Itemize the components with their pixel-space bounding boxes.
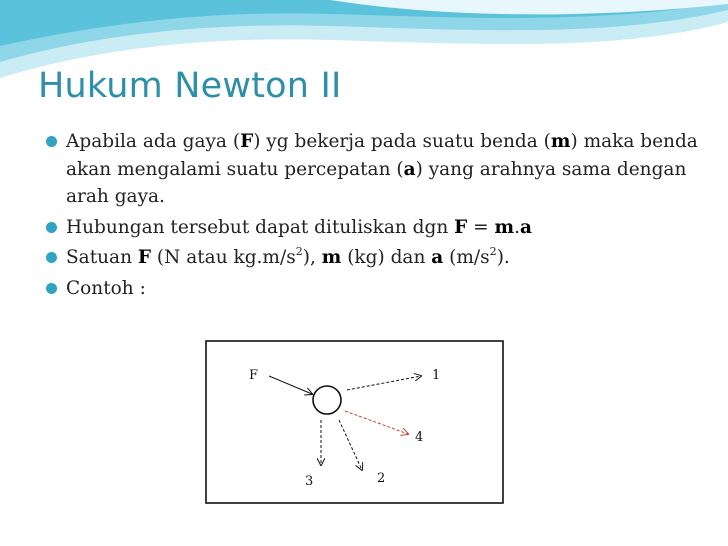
bold-symbol: a xyxy=(403,158,416,180)
bullet-dot-icon xyxy=(46,283,57,294)
force-diagram xyxy=(205,340,505,505)
bold-symbol: m xyxy=(494,216,515,238)
bullet-item xyxy=(46,214,706,242)
bullet-text: Apabila ada gaya ( xyxy=(66,131,241,152)
force-diagram-svg xyxy=(205,340,505,505)
superscript: 2 xyxy=(489,245,497,259)
bullet-text: Contoh : xyxy=(66,277,146,299)
bold-symbol: a xyxy=(520,216,533,238)
bullet-list xyxy=(46,128,706,305)
direction-label-4: 4 xyxy=(415,430,424,445)
bold-symbol: F xyxy=(454,216,468,238)
bullet-text: Hubungan tersebut dapat dituliskan dgn xyxy=(66,216,455,238)
mass-object xyxy=(313,386,341,414)
bullet-item xyxy=(46,128,706,211)
bold-symbol: F xyxy=(240,131,254,152)
bullet-text: (m/s xyxy=(443,247,490,268)
bullet-dot-icon xyxy=(46,252,57,263)
bullet-text: ) yg bekerja pada suatu benda ( xyxy=(253,131,551,152)
bold-symbol: F xyxy=(137,247,152,268)
direction-label-3: 3 xyxy=(305,474,314,489)
bullet-text: (kg) dan xyxy=(341,247,432,268)
superscript: 2 xyxy=(295,245,303,259)
bullet-text: Satuan xyxy=(66,247,138,268)
force-label: F xyxy=(249,368,259,383)
bullet-item xyxy=(46,244,706,272)
bullet-text: ) yang arahnya sama dengan arah gaya. xyxy=(66,158,687,207)
bullet-dot-icon xyxy=(46,136,57,147)
bullet-item xyxy=(46,275,706,303)
bold-symbol: a xyxy=(431,247,444,268)
direction-label-2: 2 xyxy=(377,471,386,486)
bullet-text: ) maka benda akan mengalami suatu percepatan ( xyxy=(66,131,698,180)
slide-title: Hukum Newton II xyxy=(38,66,342,106)
direction-label-1: 1 xyxy=(432,368,441,383)
bullet-text: ), xyxy=(302,247,322,268)
bullet-text: = xyxy=(467,216,495,238)
bullet-text: . xyxy=(514,216,521,238)
bold-symbol: m xyxy=(321,247,342,268)
bullet-dot-icon xyxy=(46,222,57,233)
bullet-text: ). xyxy=(496,247,510,268)
bullet-text: (N atau kg.m/s xyxy=(151,247,296,268)
diagram-frame xyxy=(206,341,503,503)
bold-symbol: m xyxy=(550,131,571,152)
